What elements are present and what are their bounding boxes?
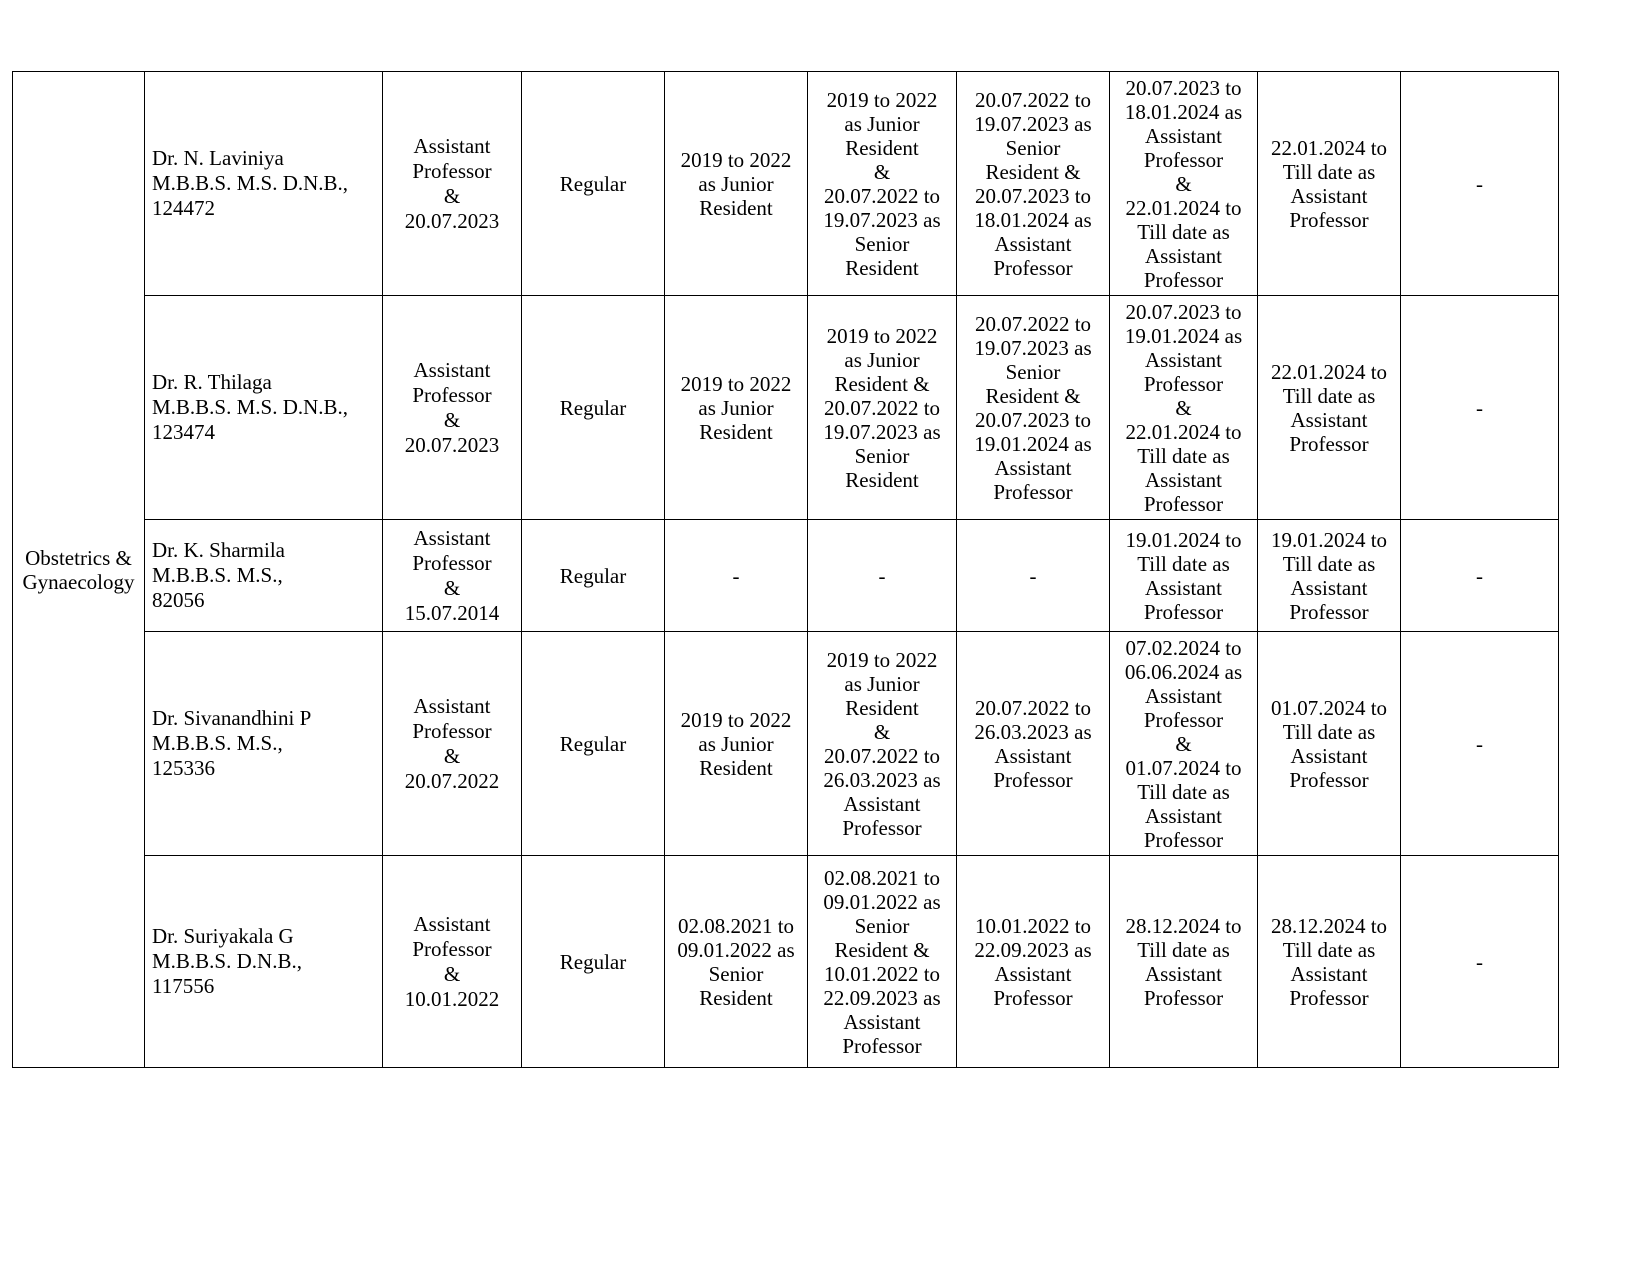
remarks-cell: - [1401,856,1559,1068]
nature-of-appointment-cell: Regular [522,296,665,520]
experience-cell: 2019 to 2022 as Junior Resident & 20.07.2022 to 19.07.2023 as Senior Resident [808,72,957,296]
nature-of-appointment-cell: Regular [522,520,665,632]
faculty-name-cell: Dr. N. Laviniya M.B.B.S. M.S. D.N.B., 124472 [145,72,383,296]
table-row [13,856,1559,1068]
faculty-table [12,71,1559,1068]
experience-cell: 2019 to 2022 as Junior Resident [665,296,808,520]
experience-cell: 01.07.2024 to Till date as Assistant Professor [1258,632,1401,856]
experience-cell: 22.01.2024 to Till date as Assistant Professor [1258,296,1401,520]
experience-cell: 19.01.2024 to Till date as Assistant Professor [1110,520,1258,632]
nature-of-appointment-cell: Regular [522,856,665,1068]
experience-cell: 20.07.2022 to 19.07.2023 as Senior Resident & 20.07.2023 to 19.01.2024 as Assistant Professor [957,296,1110,520]
experience-cell: 10.01.2022 to 22.09.2023 as Assistant Professor [957,856,1110,1068]
remarks-cell: - [1401,632,1559,856]
experience-cell: 07.02.2024 to 06.06.2024 as Assistant Professor & 01.07.2024 to Till date as Assistant Professor [1110,632,1258,856]
experience-cell: 28.12.2024 to Till date as Assistant Professor [1258,856,1401,1068]
experience-cell: 19.01.2024 to Till date as Assistant Professor [1258,520,1401,632]
experience-cell: 20.07.2022 to 26.03.2023 as Assistant Professor [957,632,1110,856]
experience-cell: - [808,520,957,632]
experience-cell: 02.08.2021 to 09.01.2022 as Senior Resident [665,856,808,1068]
designation-cell: Assistant Professor & 15.07.2014 [383,520,522,632]
nature-of-appointment-cell: Regular [522,632,665,856]
faculty-name-cell: Dr. K. Sharmila M.B.B.S. M.S., 82056 [145,520,383,632]
remarks-cell: - [1401,520,1559,632]
designation-cell: Assistant Professor & 20.07.2023 [383,72,522,296]
experience-cell: - [665,520,808,632]
designation-cell: Assistant Professor & 20.07.2023 [383,296,522,520]
remarks-cell: - [1401,296,1559,520]
experience-cell: 20.07.2023 to 18.01.2024 as Assistant Professor & 22.01.2024 to Till date as Assistant Professor [1110,72,1258,296]
table-row [13,296,1559,520]
designation-cell: Assistant Professor & 20.07.2022 [383,632,522,856]
faculty-name-cell: Dr. Sivanandhini P M.B.B.S. M.S., 125336 [145,632,383,856]
experience-cell: 20.07.2023 to 19.01.2024 as Assistant Professor & 22.01.2024 to Till date as Assistant Professor [1110,296,1258,520]
experience-cell: 02.08.2021 to 09.01.2022 as Senior Resident & 10.01.2022 to 22.09.2023 as Assistant Professor [808,856,957,1068]
experience-cell: - [957,520,1110,632]
experience-cell: 2019 to 2022 as Junior Resident & 20.07.2022 to 19.07.2023 as Senior Resident [808,296,957,520]
faculty-name-cell: Dr. Suriyakala G M.B.B.S. D.N.B., 117556 [145,856,383,1068]
experience-cell: 20.07.2022 to 19.07.2023 as Senior Resident & 20.07.2023 to 18.01.2024 as Assistant Professor [957,72,1110,296]
department-cell: Obstetrics & Gynaecology [13,72,145,1068]
faculty-name-cell: Dr. R. Thilaga M.B.B.S. M.S. D.N.B., 123474 [145,296,383,520]
experience-cell: 2019 to 2022 as Junior Resident & 20.07.2022 to 26.03.2023 as Assistant Professor [808,632,957,856]
table-row [13,632,1559,856]
experience-cell: 22.01.2024 to Till date as Assistant Professor [1258,72,1401,296]
experience-cell: 28.12.2024 to Till date as Assistant Professor [1110,856,1258,1068]
table-row [13,72,1559,296]
nature-of-appointment-cell: Regular [522,72,665,296]
experience-cell: 2019 to 2022 as Junior Resident [665,632,808,856]
table-row [13,520,1559,632]
designation-cell: Assistant Professor & 10.01.2022 [383,856,522,1068]
experience-cell: 2019 to 2022 as Junior Resident [665,72,808,296]
remarks-cell: - [1401,72,1559,296]
